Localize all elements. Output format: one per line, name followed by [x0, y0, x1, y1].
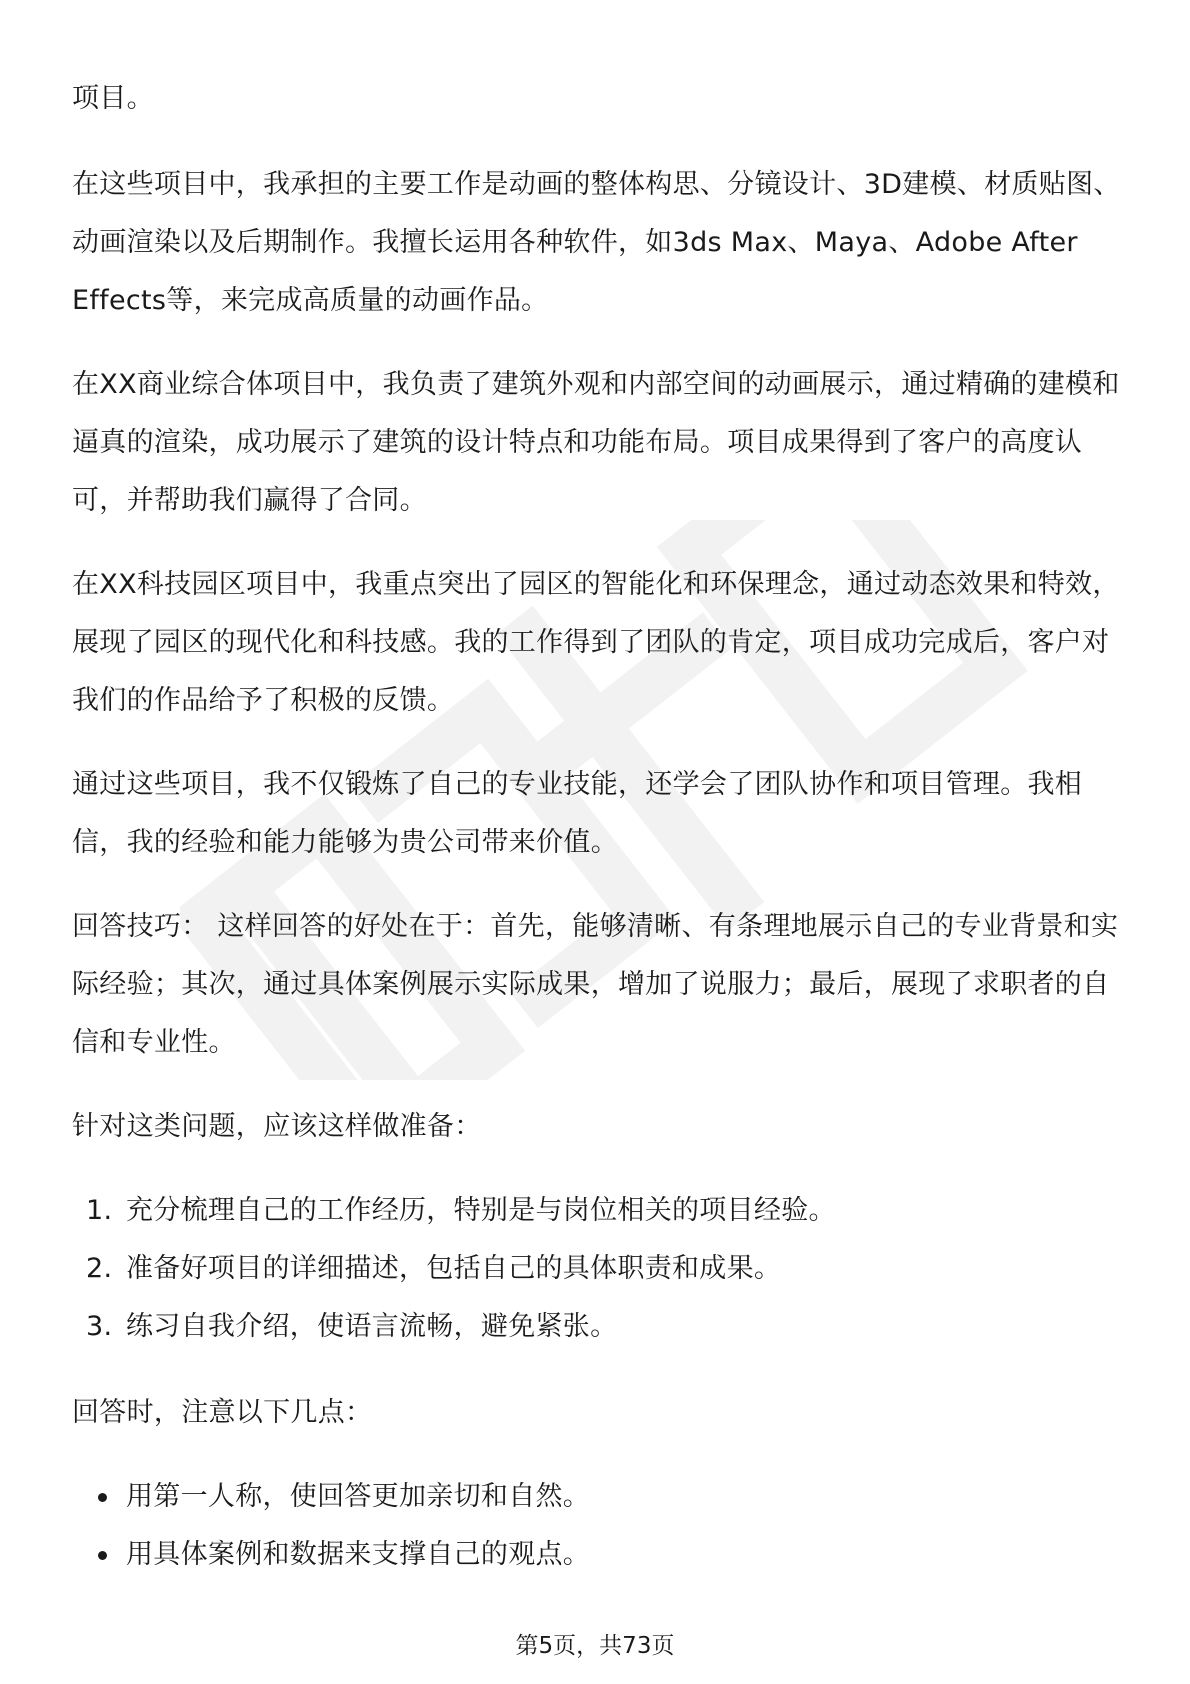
- list-item-text: 充分梳理自己的工作经历，特别是与岗位相关的项目经验。: [126, 1195, 836, 1226]
- list-item: [72, 1468, 1122, 1526]
- paragraph-answer-tips: 回答技巧： 这样回答的好处在于：首先，能够清晰、有条理地展示自己的专业背景和实际经验；其次，通过具体案例展示实际成果，增加了说服力；最后，展现了求职者的自信和专业性。: [72, 911, 1119, 1058]
- paragraph-commercial-project: 在XX商业综合体项目中，我负责了建筑外观和内部空间的动画展示，通过精确的建模和逼真的渲染，成功展示了建筑的设计特点和功能布局。项目成果得到了客户的高度认可，并帮助我们赢得了合同。: [72, 369, 1120, 516]
- list-number: 3.: [86, 1311, 113, 1342]
- paragraph-summary: 通过这些项目，我不仅锻炼了自己的专业技能，还学会了团队协作和项目管理。我相信，我的经验和能力能够为贵公司带来价值。: [72, 769, 1083, 858]
- list-item: [72, 1526, 1122, 1584]
- list-number: 1.: [86, 1195, 113, 1226]
- list-item-text: 练习自我介绍，使语言流畅，避免紧张。: [126, 1311, 618, 1342]
- preparation-list: [72, 1182, 1122, 1356]
- list-item-text: 用具体案例和数据来支撑自己的观点。: [126, 1539, 591, 1570]
- list-item-text: 准备好项目的详细描述，包括自己的具体职责和成果。: [126, 1253, 782, 1284]
- notes-intro: 回答时，注意以下几点：: [72, 1397, 373, 1428]
- document-page: [72, 70, 1122, 1612]
- list-item: [72, 1182, 1122, 1240]
- paragraph-continuation: 项目。: [72, 83, 154, 114]
- list-item-text: 用第一人称，使回答更加亲切和自然。: [126, 1481, 591, 1512]
- notes-list: [72, 1468, 1122, 1584]
- list-item: [72, 1298, 1122, 1356]
- paragraph-tech-park-project: 在XX科技园区项目中，我重点突出了园区的智能化和环保理念，通过动态效果和特效，展现了园区的现代化和科技感。我的工作得到了团队的肯定，项目成功完成后，客户对我们的作品给予了积极的反馈。: [72, 569, 1120, 716]
- preparation-intro: 针对这类问题，应该这样做准备：: [72, 1111, 482, 1142]
- list-number: 2.: [86, 1253, 113, 1284]
- list-item: [72, 1240, 1122, 1298]
- page-footer: 第5页，共73页: [515, 1633, 675, 1659]
- bullet-icon: [98, 1551, 107, 1560]
- bullet-icon: [98, 1493, 107, 1502]
- paragraph-work-duties: 在这些项目中，我承担的主要工作是动画的整体构思、分镜设计、3D建模、材质贴图、动画渲染以及后期制作。我擅长运用各种软件，如3ds Max、Maya、Adobe After Effects等，来完成高质量的动画作品。: [72, 169, 1121, 316]
